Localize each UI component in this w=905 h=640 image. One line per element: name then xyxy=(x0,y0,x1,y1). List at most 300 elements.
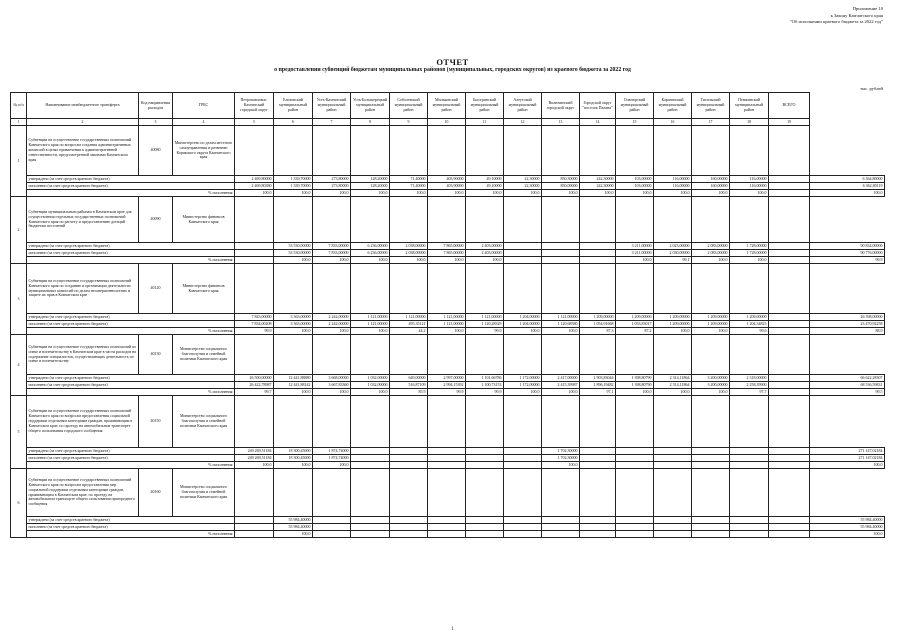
empty-cell xyxy=(654,469,692,517)
value-cell: 55 984,40000 xyxy=(274,517,313,524)
column-header: Усть-Большерецкий муниципальный район xyxy=(351,93,390,119)
value-cell xyxy=(235,524,274,531)
column-number: 3 xyxy=(139,119,173,126)
executed-row xyxy=(11,321,885,328)
value-cell: 2 469,80000 xyxy=(235,176,274,183)
executed-row xyxy=(11,455,885,462)
value-cell xyxy=(351,524,390,531)
approved-row xyxy=(11,448,885,455)
empty-cell xyxy=(504,197,542,243)
value-cell: 100,0 xyxy=(274,257,313,264)
value-cell: 100,0 xyxy=(504,190,542,197)
value-cell: 99,9 xyxy=(466,389,504,396)
column-number: 6 xyxy=(274,119,313,126)
row-label: утверждено (за счет средств краевого бюджета) xyxy=(27,517,235,524)
value-cell: 99,9 xyxy=(428,389,466,396)
value-cell: 100,0 xyxy=(692,328,730,335)
row-label: исполнено (за счет средств краевого бюджета) xyxy=(27,382,235,389)
value-cell xyxy=(542,250,580,257)
value-cell: 100,0 xyxy=(580,190,616,197)
value-cell xyxy=(616,455,654,462)
column-header: Мильковский муниципальный район xyxy=(428,93,466,119)
row-number: 3 xyxy=(11,264,27,335)
value-cell: 100,0 xyxy=(810,531,885,538)
empty-cell xyxy=(466,469,504,517)
value-cell: 100,0 xyxy=(692,389,730,396)
column-number: 13 xyxy=(542,119,580,126)
value-cell: 1 172,00000 xyxy=(504,382,542,389)
value-cell: 100,0 xyxy=(616,257,654,264)
value-cell: 87,3 xyxy=(580,328,616,335)
row-label: % исполнения xyxy=(27,389,235,396)
approved-row xyxy=(11,176,885,183)
empty-cell xyxy=(351,396,390,448)
empty-cell xyxy=(580,264,616,314)
value-cell: 242,30000 xyxy=(580,183,616,190)
value-cell: 22,30000 xyxy=(504,183,542,190)
value-cell: 100,0 xyxy=(654,389,692,396)
description-row xyxy=(11,126,885,176)
value-cell: 1 209,00000 xyxy=(730,314,769,321)
value-cell xyxy=(580,524,616,531)
empty-cell xyxy=(351,126,390,176)
value-cell: 23 470,92258 xyxy=(810,321,885,328)
value-cell xyxy=(769,183,810,190)
column-number: 18 xyxy=(730,119,769,126)
value-cell: 100,0 xyxy=(692,190,730,197)
value-cell: 55 984,40000 xyxy=(810,517,885,524)
value-cell xyxy=(313,524,351,531)
value-cell: 7 865,00000 xyxy=(428,250,466,257)
value-cell: 3 211,00000 xyxy=(616,243,654,250)
value-cell xyxy=(692,462,730,469)
empty-cell xyxy=(769,469,810,517)
value-cell xyxy=(654,455,692,462)
value-cell: 3 211,00000 xyxy=(616,250,654,257)
column-number: 8 xyxy=(351,119,390,126)
value-cell: 1 032,00000 xyxy=(351,382,390,389)
column-number: 15 xyxy=(616,119,654,126)
value-cell xyxy=(616,462,654,469)
value-cell xyxy=(466,517,504,524)
value-cell xyxy=(466,448,504,455)
value-cell: 100,0 xyxy=(235,190,274,197)
value-cell: 1 121,00000 xyxy=(351,321,390,328)
value-cell xyxy=(428,448,466,455)
approved-row xyxy=(11,517,885,524)
value-cell xyxy=(466,531,504,538)
value-cell: 128,20000 xyxy=(351,183,390,190)
empty-cell xyxy=(466,126,504,176)
value-cell: 2 258,39900 xyxy=(730,382,769,389)
value-cell: 242,30000 xyxy=(580,176,616,183)
value-cell xyxy=(504,257,542,264)
value-cell: 1 101,66786 xyxy=(466,375,504,382)
value-cell: 55 984,40000 xyxy=(810,524,885,531)
value-cell: 100,0 xyxy=(274,190,313,197)
grbs-name: Министерство социального благополучия и семейной политики Камчатского края xyxy=(173,335,235,375)
value-cell: 1 702,30000 xyxy=(542,455,580,462)
empty-cell xyxy=(235,264,274,314)
column-header: Усть-Камчатский муниципальный район xyxy=(313,93,351,119)
value-cell: 6 362,80119 xyxy=(810,183,885,190)
empty-cell xyxy=(654,197,692,243)
value-cell: 100,0 xyxy=(810,190,885,197)
approved-row xyxy=(11,314,885,321)
empty-cell xyxy=(654,335,692,375)
value-cell: 649,00000 xyxy=(390,375,428,382)
value-cell xyxy=(616,531,654,538)
row-label: утверждено (за счет средств краевого бюджета) xyxy=(27,448,235,455)
grbs-name: Министерство по делам местного самоуправления и развитию Корякского округа Камчатского края xyxy=(173,126,235,176)
value-cell xyxy=(769,176,810,183)
row-label: % исполнения xyxy=(27,257,235,264)
row-label: исполнено (за счет средств краевого бюджета) xyxy=(27,250,235,257)
value-cell: 1 120,28329 xyxy=(466,321,504,328)
value-cell: 100,0 xyxy=(351,389,390,396)
empty-cell xyxy=(313,197,351,243)
value-cell xyxy=(730,517,769,524)
empty-cell xyxy=(769,264,810,314)
empty-cell xyxy=(542,396,580,448)
value-cell: 100,0 xyxy=(810,462,885,469)
value-cell: 100,0 xyxy=(466,257,504,264)
appendix-line-1: Приложение 10 xyxy=(852,6,883,11)
value-cell xyxy=(466,455,504,462)
empty-cell xyxy=(504,126,542,176)
report-title: ОТЧЕТ xyxy=(436,57,469,67)
empty-cell xyxy=(692,396,730,448)
description-row xyxy=(11,469,885,517)
table-header xyxy=(11,93,885,126)
value-cell xyxy=(542,517,580,524)
value-cell: 26 500,00000 xyxy=(235,375,274,382)
column-number: 9 xyxy=(390,119,428,126)
value-cell xyxy=(769,389,810,396)
empty-cell xyxy=(351,469,390,517)
value-cell: 100,0 xyxy=(654,190,692,197)
value-cell: 1 728,00000 xyxy=(730,243,769,250)
executed-row xyxy=(11,183,885,190)
empty-cell xyxy=(428,264,466,314)
pct-row xyxy=(11,389,885,396)
value-cell: 22,30000 xyxy=(504,176,542,183)
value-cell: 85,9 xyxy=(390,389,428,396)
column-header: Быстринский муниципальный район xyxy=(466,93,504,119)
value-cell: 1 398,80790 xyxy=(616,375,654,382)
executed-row xyxy=(11,250,885,257)
empty-cell xyxy=(654,396,692,448)
value-cell xyxy=(580,250,616,257)
empty-cell xyxy=(466,197,504,243)
empty-cell xyxy=(580,197,616,243)
empty-cell xyxy=(466,396,504,448)
value-cell: 6 236,00000 xyxy=(351,250,390,257)
empty-cell xyxy=(428,469,466,517)
value-cell: 1 172,00000 xyxy=(504,375,542,382)
value-cell: 53 530,00000 xyxy=(274,250,313,257)
value-cell: 71,40000 xyxy=(390,176,428,183)
empty-cell xyxy=(580,469,616,517)
value-cell: 100,0 xyxy=(730,257,769,264)
value-cell xyxy=(351,455,390,462)
value-cell xyxy=(730,531,769,538)
value-cell: 49,10000 xyxy=(466,183,504,190)
value-cell: 1 121,00000 xyxy=(542,314,580,321)
value-cell xyxy=(654,448,692,455)
value-cell: 26 398,00000 xyxy=(810,314,885,321)
value-cell xyxy=(769,314,810,321)
value-cell: 100,0 xyxy=(542,462,580,469)
value-cell: 495,35121 xyxy=(390,321,428,328)
executed-row xyxy=(11,524,885,531)
value-cell: 100,0 xyxy=(235,462,274,469)
value-cell xyxy=(769,250,810,257)
row-number: 1 xyxy=(11,126,27,197)
value-cell xyxy=(504,243,542,250)
value-cell xyxy=(654,531,692,538)
value-cell: 3 668,00000 xyxy=(313,375,351,382)
value-cell xyxy=(428,462,466,469)
row-label: утверждено (за счет средств краевого бюджета) xyxy=(27,176,235,183)
value-cell: 90 834,00000 xyxy=(810,243,885,250)
column-header: Пенжинский муниципальный район xyxy=(730,93,769,119)
description-row xyxy=(11,197,885,243)
value-cell xyxy=(351,531,390,538)
value-cell: 100,0 xyxy=(313,328,351,335)
value-cell: 2 417,00000 xyxy=(542,375,580,382)
value-cell xyxy=(769,531,810,538)
value-cell: 850,00000 xyxy=(542,183,580,190)
empty-cell xyxy=(313,396,351,448)
value-cell: 1 120,68580 xyxy=(542,321,580,328)
value-cell xyxy=(504,524,542,531)
empty-cell xyxy=(351,264,390,314)
grbs-name: Министерство финансов Камчатского края xyxy=(173,197,235,243)
empty-cell xyxy=(769,396,810,448)
value-cell: 1 702,30000 xyxy=(542,448,580,455)
empty-cell xyxy=(313,469,351,517)
value-cell xyxy=(428,455,466,462)
value-cell xyxy=(580,243,616,250)
value-cell xyxy=(351,448,390,455)
empty-cell xyxy=(542,126,580,176)
value-cell xyxy=(351,462,390,469)
value-cell xyxy=(235,243,274,250)
value-cell: 100,0 xyxy=(313,190,351,197)
value-cell xyxy=(504,448,542,455)
row-number: 5 xyxy=(11,396,27,469)
value-cell: 100,0 xyxy=(313,257,351,264)
value-cell: 403,90000 xyxy=(428,176,466,183)
value-cell: 100,0 xyxy=(274,531,313,538)
value-cell: 66 622,28307 xyxy=(810,375,885,382)
approved-row xyxy=(11,243,885,250)
value-cell xyxy=(580,257,616,264)
empty-cell xyxy=(692,335,730,375)
value-cell: 100,0 xyxy=(274,462,313,469)
value-cell: 2 242,00000 xyxy=(313,321,351,328)
empty-cell xyxy=(504,264,542,314)
value-cell: 12 441,88142 xyxy=(274,382,313,389)
value-cell: 273,80000 xyxy=(313,176,351,183)
report-subtitle: о предоставлении субвенций бюджетам муниципальных районов (муниципальных, городских округов) из краевого бюджета за 2022 год xyxy=(274,67,631,73)
value-cell: 1 204,00000 xyxy=(504,314,542,321)
expense-code: 40090 xyxy=(139,197,173,243)
column-number-row xyxy=(11,119,885,126)
transfer-name: Субвенции на осуществление государственных полномочий по опеке и попечительству в Камчатском крае в части расходов на содержание специалистов, осуществляющих деятельность по опеке и попечительству xyxy=(27,335,139,375)
column-number: 12 xyxy=(504,119,542,126)
empty-cell xyxy=(428,197,466,243)
value-cell xyxy=(769,448,810,455)
row-label: утверждено (за счет средств краевого бюджета) xyxy=(27,314,235,321)
value-cell: 100,0 xyxy=(313,389,351,396)
empty-cell xyxy=(692,469,730,517)
value-cell: 273,80000 xyxy=(313,183,351,190)
value-cell: 103,00000 xyxy=(616,183,654,190)
value-cell xyxy=(769,321,810,328)
value-cell: 100,0 xyxy=(351,190,390,197)
grbs-name: Министерство социального благополучия и семейной политики Камчатского края xyxy=(173,469,235,517)
value-cell: 99,5 xyxy=(810,389,885,396)
row-label: утверждено (за счет средств краевого бюджета) xyxy=(27,243,235,250)
value-cell xyxy=(542,524,580,531)
empty-cell xyxy=(616,197,654,243)
value-cell xyxy=(616,517,654,524)
value-cell: 6 236,00000 xyxy=(351,243,390,250)
value-cell: 100,0 xyxy=(504,328,542,335)
value-cell xyxy=(466,524,504,531)
column-header: Карагинский муниципальный район xyxy=(654,93,692,119)
value-cell: 18 300,45000 xyxy=(274,455,313,462)
value-cell: 2 994,15392 xyxy=(428,382,466,389)
value-cell xyxy=(616,448,654,455)
appendix-note xyxy=(703,6,883,26)
value-cell xyxy=(504,462,542,469)
transfer-name: Субвенции на осуществление государственных полномочий Камчатского края по вопросам предоставления мер социальной поддержки отдельным категориям граждан, проживающим в Камчатском крае, по проезду на автомобильном транспорте общего пользования пригородного сообщения xyxy=(27,469,139,517)
value-cell xyxy=(313,531,351,538)
empty-cell xyxy=(466,335,504,375)
empty-cell xyxy=(580,396,616,448)
value-cell xyxy=(692,448,730,455)
value-cell: 160,00000 xyxy=(692,176,730,183)
column-header: Елизовский муниципальный район xyxy=(274,93,313,119)
empty-cell xyxy=(654,126,692,176)
value-cell: 3 667,83360 xyxy=(313,382,351,389)
value-cell xyxy=(390,524,428,531)
value-cell: 97,1 xyxy=(580,389,616,396)
empty-cell xyxy=(390,264,428,314)
grbs-name: Министерство финансов Камчатского края xyxy=(173,264,235,314)
column-header: Наименование межбюджетного трансферта xyxy=(27,93,139,119)
report-table xyxy=(10,92,885,538)
empty-cell xyxy=(542,197,580,243)
expense-code: 40150 xyxy=(139,396,173,448)
value-cell xyxy=(769,328,810,335)
value-cell xyxy=(769,190,810,197)
column-header: ГРБС xyxy=(173,93,235,119)
value-cell: 100,0 xyxy=(351,257,390,264)
empty-cell xyxy=(274,335,313,375)
column-header: Соболевский муниципальный район xyxy=(390,93,428,119)
value-cell: 2 415,39987 xyxy=(542,382,580,389)
value-cell: 249 269,51184 xyxy=(235,448,274,455)
value-cell: 7 833,00000 xyxy=(313,243,351,250)
value-cell: 516,87109 xyxy=(390,382,428,389)
value-cell: 100,0 xyxy=(692,257,730,264)
empty-cell xyxy=(616,335,654,375)
empty-cell xyxy=(274,396,313,448)
value-cell xyxy=(390,531,428,538)
value-cell xyxy=(390,455,428,462)
value-cell: 850,30000 xyxy=(542,176,580,183)
header-row xyxy=(11,93,885,119)
column-header: Вилючинский городской округ xyxy=(542,93,580,119)
value-cell: 100,0 xyxy=(616,389,654,396)
value-cell: 100,0 xyxy=(390,257,428,264)
approved-row xyxy=(11,375,885,382)
value-cell: 1 121,00000 xyxy=(428,314,466,321)
empty-cell xyxy=(274,264,313,314)
value-cell xyxy=(654,524,692,531)
value-cell: 1 209,00000 xyxy=(692,321,730,328)
value-cell: 1 121,00000 xyxy=(466,314,504,321)
value-cell: 2 403,00000 xyxy=(466,243,504,250)
empty-cell xyxy=(542,469,580,517)
unit-label: тыс. рублей xyxy=(860,86,883,91)
empty-cell xyxy=(466,264,504,314)
value-cell xyxy=(769,462,810,469)
value-cell: 100,0 xyxy=(504,389,542,396)
expense-code: 40120 xyxy=(139,264,173,314)
value-cell xyxy=(692,531,730,538)
value-cell: 99,9 xyxy=(810,257,885,264)
value-cell: 1 054,91668 xyxy=(580,321,616,328)
value-cell xyxy=(692,455,730,462)
value-cell: 1 896,19482 xyxy=(580,382,616,389)
value-cell: 249 269,51184 xyxy=(235,455,274,462)
empty-cell xyxy=(274,197,313,243)
empty-cell xyxy=(428,126,466,176)
value-cell: 1 121,00000 xyxy=(428,321,466,328)
empty-cell xyxy=(235,335,274,375)
column-header: Петропавловск-Камчатский городской округ xyxy=(235,93,274,119)
value-cell: 2 314,11864 xyxy=(654,375,692,382)
value-cell xyxy=(692,524,730,531)
value-cell: 7 833,00000 xyxy=(313,250,351,257)
empty-cell xyxy=(730,335,769,375)
empty-cell xyxy=(769,335,810,375)
value-cell: 100,0 xyxy=(351,328,390,335)
value-cell: 1 100,73153 xyxy=(466,382,504,389)
description-row xyxy=(11,335,885,375)
value-cell: 271 147,02184 xyxy=(810,455,885,462)
grbs-name: Министерство социального благополучия и семейной политики Камчатского края xyxy=(173,396,235,448)
empty-cell xyxy=(769,126,810,176)
value-cell xyxy=(730,448,769,455)
transfer-name: Субвенции на осуществление государственных полномочий Камчатского края по вопросам создания административных комиссий в целях привлечения к административной ответственности, предусмотренной законами Камчатского края xyxy=(27,126,139,176)
empty-cell xyxy=(428,335,466,375)
value-cell: 71,40000 xyxy=(390,183,428,190)
value-cell: 12 441,88880 xyxy=(274,375,313,382)
value-cell: 100,0 xyxy=(654,328,692,335)
value-cell xyxy=(235,257,274,264)
empty-cell xyxy=(390,126,428,176)
value-cell: 97,7 xyxy=(730,389,769,396)
row-label: % исполнения xyxy=(27,328,235,335)
value-cell: 99,9 xyxy=(235,328,274,335)
value-cell xyxy=(580,462,616,469)
